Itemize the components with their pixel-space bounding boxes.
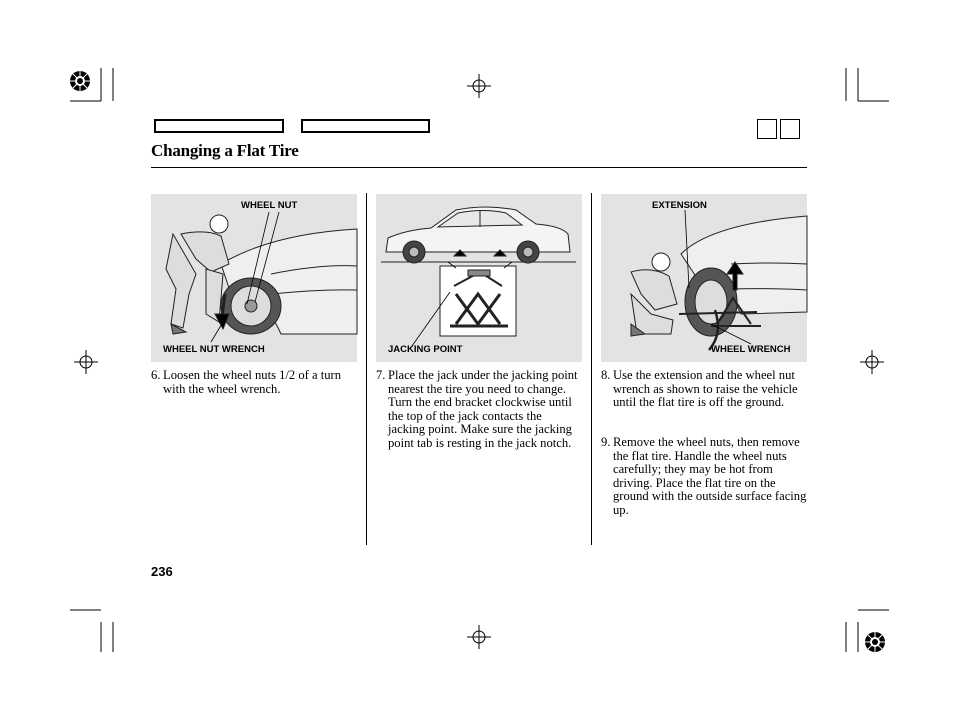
color-target-bottom-icon [863,630,887,654]
page-title: Changing a Flat Tire [151,141,299,160]
previous-page-button[interactable] [757,119,777,139]
crosshair-left-icon [74,350,98,374]
step-8 [601,369,809,410]
figure-loosen-wheel-nuts [151,194,357,362]
next-page-button[interactable] [780,119,800,139]
step-number: 8. [601,368,611,382]
label-wheel-nut: WHEEL NUT [241,200,298,211]
step-text: Remove the wheel nuts, then remove the flat tire. Handle the wheel nuts carefully; they may be hot from driving. Place the flat tire on the ground with the outside surface facing up. [613,435,807,517]
figure-raise-vehicle [601,194,807,362]
crosshair-right-icon [860,350,884,374]
step-9 [601,436,809,517]
step-number: 9. [601,435,611,449]
label-wheel-nut-wrench: WHEEL NUT WRENCH [163,344,265,355]
label-wheel-wrench: WHEEL WRENCH [711,344,791,355]
color-target-top-icon [68,69,92,93]
step-text: Use the extension and the wheel nut wrench as shown to raise the vehicle until the flat tire is off the ground. [613,368,798,409]
figure-place-jack [376,194,582,362]
step-text: Loosen the wheel nuts 1/2 of a turn with the wheel wrench. [163,368,342,396]
leader-lines [151,194,357,362]
label-extension: EXTENSION [652,200,707,211]
label-jacking-point: JACKING POINT [388,344,463,355]
person-raising-jack-illustration [601,194,807,362]
car-and-jack-illustration [376,194,582,362]
step-number: 7. [376,368,386,382]
page-number: 236 [151,564,173,579]
step-6 [151,369,347,396]
nav-button-table-of-contents[interactable] [301,119,430,133]
step-number: 6. [151,368,161,382]
step-7 [376,369,578,450]
title-divider [151,167,807,168]
step-text: Place the jack under the jacking point nearest the tire you need to change. Turn the end bracket clockwise until the top of the jack contacts the jacking point. Make sure the jacking point tab is resting in the jack notch. [388,368,578,450]
column-divider-2 [591,193,592,545]
column-divider-1 [366,193,367,545]
crosshair-bottom-icon [467,625,491,649]
nav-button-main-menu[interactable] [154,119,284,133]
crosshair-top-icon [467,74,491,98]
